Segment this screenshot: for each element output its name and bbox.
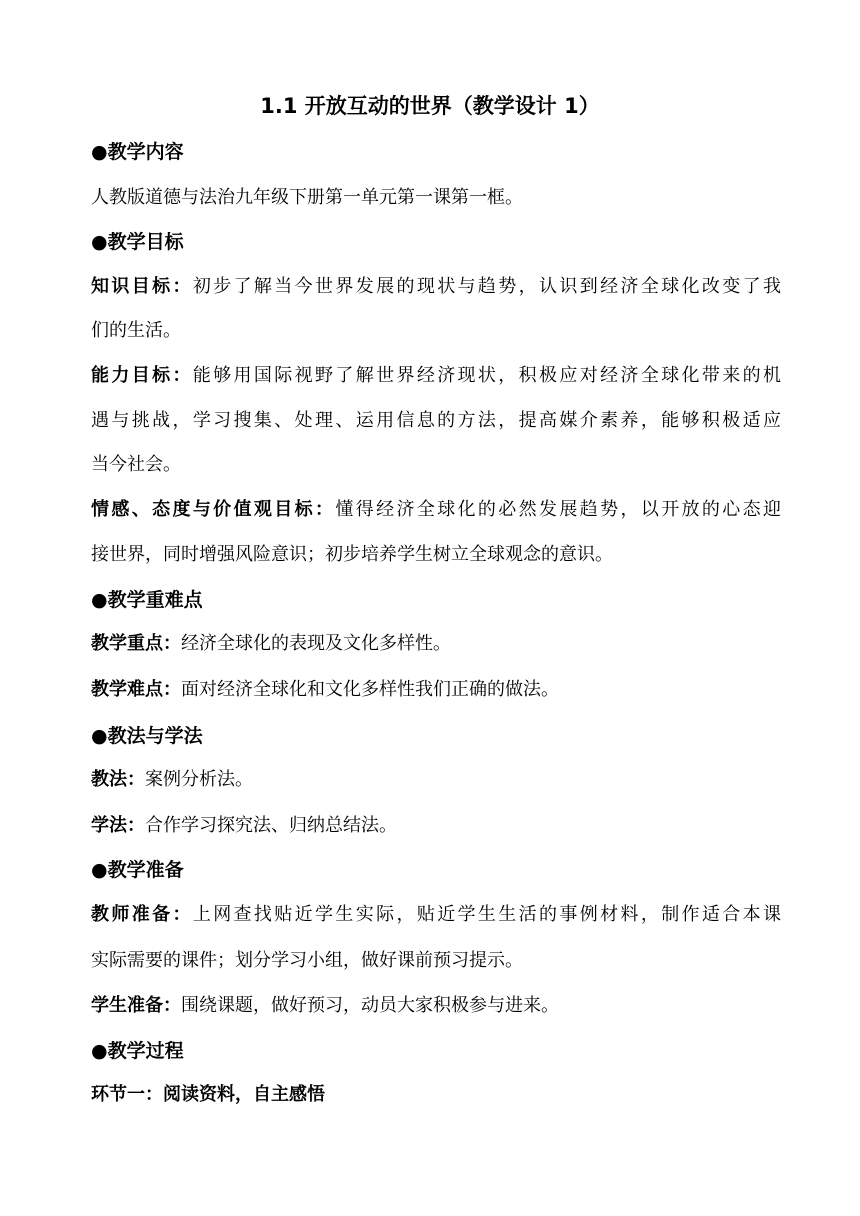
knowledge-goal-text: 初步了解当今世界发展的现状与趋势，认识到经济全球化改变了我 — [192, 276, 782, 297]
section-heading-methods: ●教法与学法 — [91, 725, 203, 747]
section-heading-preparation: ●教学准备 — [91, 859, 184, 881]
learn-method-label: 学法： — [91, 815, 145, 836]
document-title: 1.1 开放互动的世界（教学设计 1） — [260, 94, 600, 118]
knowledge-goal-label: 知识目标： — [91, 276, 193, 297]
emotion-goal-line-2: 接世界，同时增强风险意识；初步培养学生树立全球观念的意识。 — [91, 544, 613, 565]
knowledge-goal-line-1 — [91, 267, 781, 307]
focus-text: 经济全球化的表现及文化多样性。 — [181, 633, 451, 654]
section-heading-goals: ●教学目标 — [91, 231, 184, 253]
emotion-goal-line-1 — [91, 490, 781, 530]
teach-method-label: 教法： — [91, 769, 145, 790]
knowledge-goal-line-2: 们的生活。 — [91, 320, 181, 341]
teacher-prep-line-1 — [91, 895, 781, 935]
student-prep-text: 围绕课题，做好预习，动员大家积极参与进来。 — [181, 995, 559, 1016]
ability-goal-label: 能力目标： — [91, 365, 193, 386]
teach-method-text: 案例分析法。 — [145, 769, 253, 790]
section-heading-key-points: ●教学重难点 — [91, 589, 203, 611]
teacher-prep-label: 教师准备： — [91, 904, 193, 925]
teacher-prep-line-2: 实际需要的课件；划分学习小组，做好课前预习提示。 — [91, 950, 523, 971]
difficulty-text: 面对经济全球化和文化多样性我们正确的做法。 — [181, 679, 559, 700]
emotion-goal-label: 情感、态度与价值观目标： — [91, 499, 336, 520]
emotion-goal-text: 懂得经济全球化的必然发展趋势，以开放的心态迎 — [335, 499, 782, 520]
learn-method-text: 合作学习探究法、归纳总结法。 — [145, 815, 397, 836]
student-prep-label: 学生准备： — [91, 995, 181, 1016]
teach-method-line — [91, 760, 781, 800]
ability-goal-line-1 — [91, 356, 781, 396]
section-heading-process: ●教学过程 — [91, 1040, 184, 1062]
ability-goal-text: 能够用国际视野了解世界经济现状，积极应对经济全球化带来的机 — [192, 365, 782, 386]
content-text: 人教版道德与法治九年级下册第一单元第一课第一框。 — [91, 187, 523, 208]
focus-line — [91, 624, 781, 664]
learn-method-line — [91, 806, 781, 846]
difficulty-label: 教学难点： — [91, 679, 181, 700]
focus-label: 教学重点： — [91, 633, 181, 654]
teacher-prep-text: 上网查找贴近学生实际，贴近学生生活的事例材料，制作适合本课 — [192, 904, 782, 925]
ability-goal-line-3: 当今社会。 — [91, 454, 181, 475]
difficulty-line — [91, 670, 781, 710]
ability-goal-line-2: 遇与挑战，学习搜集、处理、运用信息的方法，提高媒介素养，能够积极适应 — [91, 410, 781, 431]
process-step-1: 环节一：阅读资料，自主感悟 — [91, 1084, 325, 1105]
section-heading-content: ●教学内容 — [91, 141, 184, 163]
student-prep-line — [91, 986, 781, 1026]
